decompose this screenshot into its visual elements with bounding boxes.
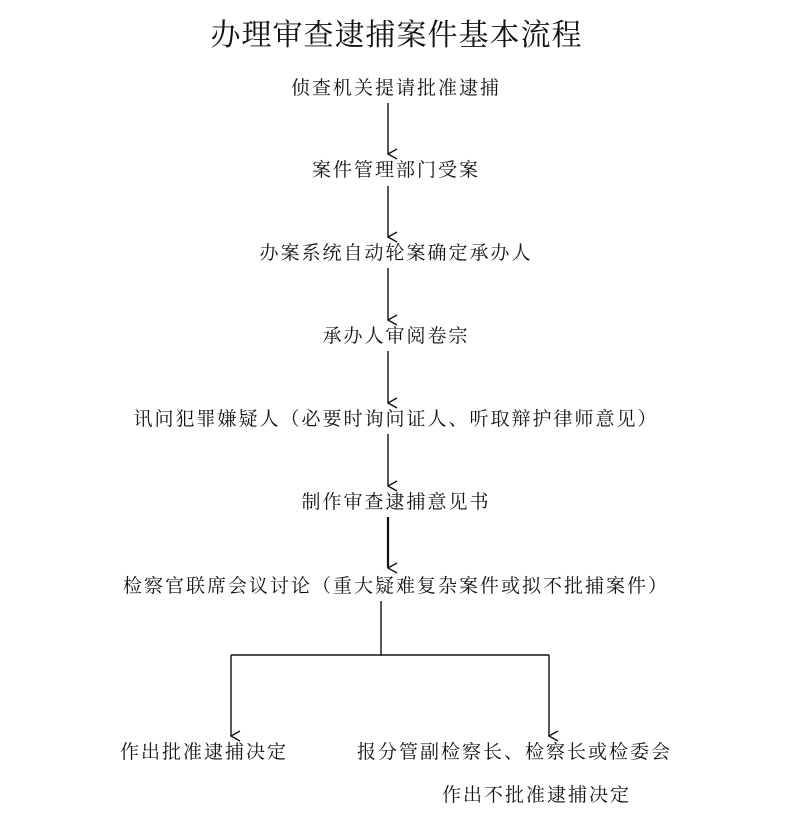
step-request-arrest: 侦查机关提请批准逮捕 [290,77,502,99]
step-interrogation: 讯问犯罪嫌疑人（必要时询问证人、听取辩护律师意见） [133,408,659,430]
step-review-file: 承办人审阅卷宗 [322,325,470,347]
step-case-intake: 案件管理部门受案 [311,159,481,181]
outcome-escalate: 报分管副检察长、检察长或检委会 [357,741,673,763]
outcome-reject-arrest: 作出不批准逮捕决定 [442,784,632,806]
step-auto-assign: 办案系统自动轮案确定承办人 [259,242,533,264]
step-opinion-report: 制作审查逮捕意见书 [301,491,491,513]
step-joint-meeting: 检察官联席会议讨论（重大疑难复杂案件或拟不批捕案件） [122,575,670,597]
outcome-approve-arrest: 作出批准逮捕决定 [120,741,289,763]
diagram-title: 办理审查逮捕案件基本流程 [210,18,583,53]
